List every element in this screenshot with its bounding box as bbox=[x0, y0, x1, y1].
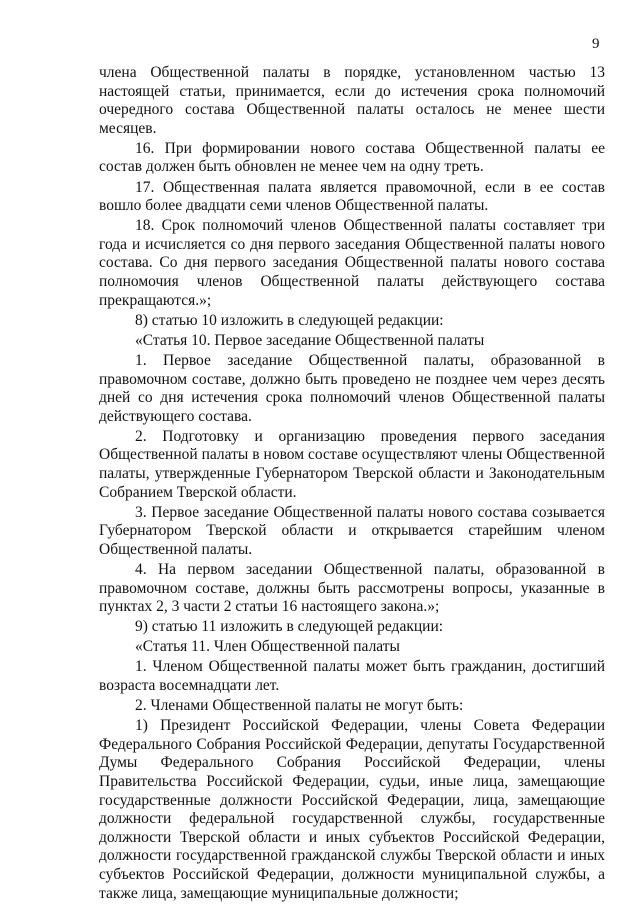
article-10-part-3: 3. Первое заседание Общественной палаты нового состава созывается Губернатором Тверской области и открывается старейшим членом Общественной палаты. bbox=[99, 503, 605, 558]
amendment-9-intro: 9) статью 11 изложить в следующей редакции: bbox=[135, 618, 444, 636]
article-11-part-2: 2. Членами Общественной палаты не могут быть: bbox=[135, 697, 464, 715]
article-11-part-1: 1. Членом Общественной палаты может быть гражданин, достигший возраста восемнадцати лет. bbox=[99, 658, 605, 694]
amendment-8-intro: 8) статью 10 изложить в следующей редакции: bbox=[135, 311, 444, 329]
paragraph-continuation: члена Общественной палаты в порядке, установленном частью 13 настоящей статьи, принимается, если до истечения срока полномочий очередного состава Общественной палаты осталось не менее шести месяцев. bbox=[99, 64, 605, 137]
page-number: 9 bbox=[592, 36, 600, 52]
article-11-part-2-item-1: 1) Президент Российской Федерации, члены Совета Федерации Федерального Собрания Российской Федерации, депутаты Государственной Думы Федерального Собрания Российской Федерации, члены Правительства Российской Федерации, судьи, иные лица, замещающие государственные должности Российской Федерации, лица, замещающие должности федеральной государственной службы, государственные должности Тверской области и иных субъектов Российской Федерации, должности государственной гражданской службы Тверской области и иных субъектов Российской Федерации, должности муниципальной службы, а также лица, замещающие муниципальные должности; bbox=[99, 717, 605, 902]
paragraph-item-16: 16. При формировании нового состава Общественной палаты ее состав должен быть обновлен не менее чем на одну треть. bbox=[99, 139, 605, 176]
article-10-part-2: 2. Подготовку и организацию проведения первого заседания Общественной палаты в новом составе осуществляют члены Общественной палаты, утвержденные Губернатором Тверской области и Законодательным Собранием Тверской области. bbox=[99, 427, 605, 501]
document-body bbox=[99, 64, 605, 903]
article-11-heading: «Статья 11. Член Общественной палаты bbox=[135, 638, 400, 656]
article-10-part-4: 4. На первом заседании Общественной палаты, образованной в правомочном составе, должны быть рассмотрены вопросы, указанные в пунктах 2, 3 части 2 статьи 16 настоящего закона.»; bbox=[99, 560, 605, 616]
article-10-part-1: 1. Первое заседание Общественной палаты, образованной в правомочном составе, должно быть проведено не позднее чем через десять дней со дня истечения срока полномочий членов Общественной палаты действующего состава. bbox=[99, 351, 605, 425]
paragraph-item-17: 17. Общественная палата является правомочной, если в ее состав вошло более двадцати семи членов Общественной палаты. bbox=[99, 178, 605, 215]
paragraph-item-18: 18. Срок полномочий членов Общественной палаты составляет три года и исчисляется со дня первого заседания Общественной палаты нового состава. Со дня первого заседания Общественной палаты нового состава полномочия членов Общественной палаты действующего состава прекращаются.»; bbox=[99, 217, 605, 309]
article-10-heading: «Статья 10. Первое заседание Общественной палаты bbox=[135, 331, 485, 349]
